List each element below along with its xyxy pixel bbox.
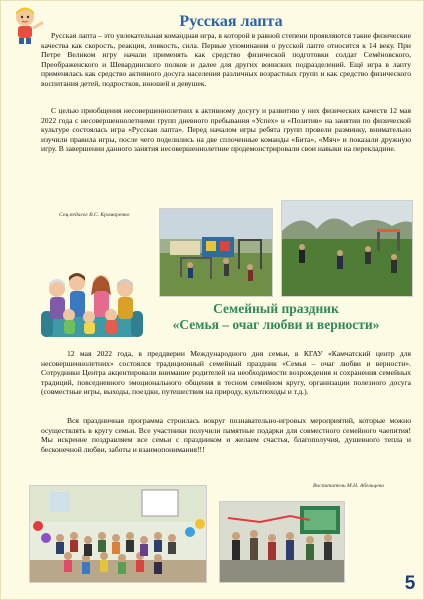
lapta-author-caption: Соц.педагог В.С. Крамаренко (59, 212, 130, 218)
family-photo-celebration (219, 501, 345, 583)
family-title-line-1: Семейный праздник (213, 301, 339, 316)
lapta-paragraph-2: С целью приобщения несовершеннолетних к активному досугу и развитию у них физических качеств 12 мая 2022 года с несовершеннолетними групп дневного пребывания «Успех» и «Позитив» на занятии по физической культуре состоялась игра «Русская лапта». Перед началом игры ребята групп провели разминку, внимательно изучили правила игры, после чего поделились на две сплоченные команды «Бита», «Мяч» и показали дружную игру. В завершении данного занятия несовершеннолетние продемонстрировали свои навыки на перекладине. (41, 106, 411, 154)
family-author-caption: Воспитатель М.Н. Абельцева (313, 483, 384, 489)
family-article-title (141, 301, 411, 333)
lapta-photo-playground (159, 208, 273, 297)
family-illustration (37, 263, 147, 341)
page-number: 5 (404, 573, 416, 594)
family-photo-group (29, 485, 207, 583)
family-title-line-2: «Семья – очаг любви и верности» (172, 317, 380, 332)
family-paragraph-2: Вся праздничная программа строилась вокруг познавательно-игровых мероприятий, которые можно осуществлять в кругу семьи. Все участники получили памятные подарки для совместного семейного чаепития! Мы искренне поздравляем все семьи с праздником и желаем счастья, благополучия, душевного тепла и бесконечной любви, заботы и взаимопонимания!!! (41, 416, 411, 454)
lapta-article-title: Русская лапта (179, 13, 283, 30)
lapta-paragraph-1: Русская лапта – это увлекательная командная игра, в которой в равной степени проявляются такие физические качества как скорость, реакция, ловкость, сила. Первые упоминания о русской лапте относятся к 14 веку. При Петре Великом игру начали применять как средство физической подготовки солдат Семёновского, Преображенского и Шевардинского полков и далее для других воинских подразделений. Ещё игра в лапту применялась как средство активного досуга населения различных возрастных групп и как средство физического воспитания детей, подростков, юношей и девушек. (41, 31, 411, 88)
lapta-photo-game (281, 200, 413, 297)
family-paragraph-1: 12 мая 2022 года, в преддверии Международного дня семьи, в КГАУ «Камчатский центр для несовершеннолетних» состоялся традиционный семейный праздник «Семья – очаг любви и верности». Сотрудники Центра акцентировали внимание родителей на необходимости возрождения и сохранения семейных традиций, повседневного эмоционального общения в тесном семейном кругу, организации полезного досуга (совместные игры, выходы, поездки, путешествия на природу, культпоходы и т.д.). (41, 349, 411, 397)
